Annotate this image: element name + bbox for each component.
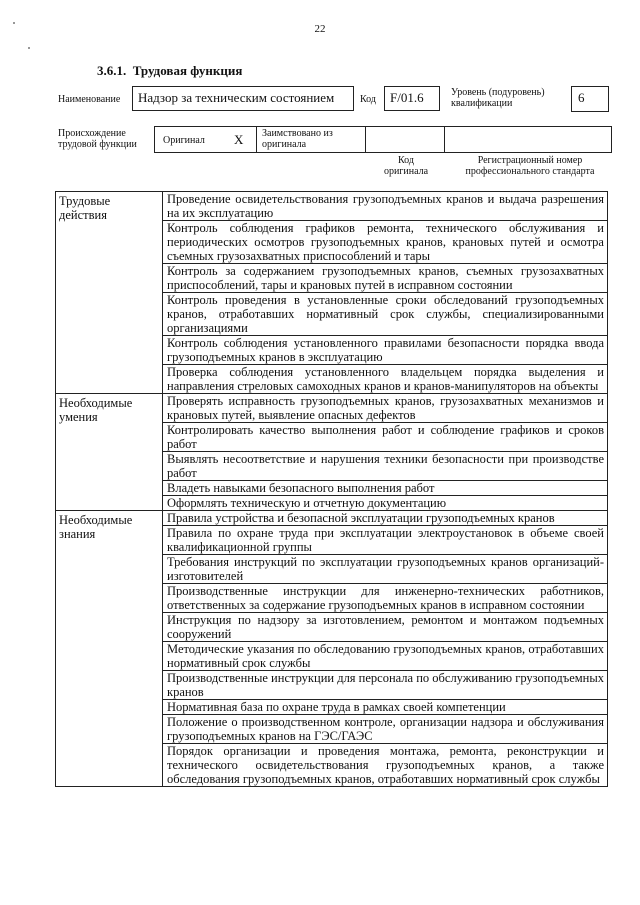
item-cell: Правила по охране труда при эксплуатации электроустановок в объеме своей квалификационной группы: [163, 526, 608, 555]
level-value: 6: [578, 90, 585, 105]
section-number: 3.6.1.: [97, 63, 127, 78]
item-cell: Контроль за содержанием грузоподъемных кранов, съемных грузозахватных приспособлений, тары и крановых путей в исправном состоянии: [163, 264, 608, 293]
item-cell: Нормативная база по охране труда в рамках своей компетенции: [163, 700, 608, 715]
scan-speck: [28, 47, 30, 49]
reg-number-caption: Регистрационный номер профессионального стандарта: [465, 155, 595, 177]
item-cell: Производственные инструкции для инженерно-технических работников, ответственных за содержание грузоподъемных кранов в исправном состоянии: [163, 584, 608, 613]
borrowed-label: Заимствовано из оригинала: [262, 128, 333, 150]
item-cell: Требования инструкций по эксплуатации грузоподъемных кранов организаций-изготовителей: [163, 555, 608, 584]
name-label: Наименование: [58, 94, 121, 105]
item-cell: Контроль соблюдения графиков ремонта, технического обслуживания и периодических осмотров грузоподъемных кранов, крановых путей и осмотра съемных грузозахватных приспособлений и тары: [163, 221, 608, 264]
item-cell: Контроль проведения в установленные сроки обследований грузоподъемных кранов, отработавших нормативный срок службы, специализированными организациями: [163, 293, 608, 336]
function-table: [55, 191, 608, 787]
origin-divider: [444, 127, 445, 152]
code-value-box: [384, 86, 440, 111]
item-cell: Проверка соблюдения установленного владельцем порядка выделения и направления стреловых самоходных кранов и кранов-манипуляторов на объекты: [163, 365, 608, 394]
section-heading: [97, 63, 242, 79]
category-cell: Трудовые действия: [56, 192, 163, 394]
item-cell: Производственные инструкции для персонала по обслуживанию грузоподъемных кранов: [163, 671, 608, 700]
original-label: Оригинал: [163, 135, 205, 146]
level-value-box: [571, 86, 609, 112]
table-row: [56, 192, 608, 221]
origin-divider: [256, 127, 257, 152]
table-row: [56, 511, 608, 526]
item-cell: Проверять исправность грузоподъемных кранов, грузозахватных механизмов и крановых путей, выявление опасных дефектов: [163, 394, 608, 423]
name-value: Надзор за техническим состоянием: [138, 90, 335, 105]
item-cell: Выявлять несоответствие и нарушения техники безопасности при производстве работ: [163, 452, 608, 481]
item-cell: Положение о производственном контроле, организации надзора и обслуживания грузоподъемных кранов на ГЭС/ГАЭС: [163, 715, 608, 744]
item-cell: Владеть навыками безопасного выполнения работ: [163, 481, 608, 496]
item-cell: Контроль соблюдения установленного правилами безопасности порядка ввода грузоподъемных кранов в эксплуатацию: [163, 336, 608, 365]
original-mark: X: [234, 132, 244, 147]
category-cell: Необходимые умения: [56, 394, 163, 511]
code-label: Код: [360, 94, 376, 105]
item-cell: Порядок организации и проведения монтажа, ремонта, реконструкции и технического освидетельствования грузоподъемных кранов, а также обследования грузоподъемных кранов, отработавших нормативный срок службы: [163, 744, 608, 787]
item-cell: Контролировать качество выполнения работ и соблюдение графиков и сроков работ: [163, 423, 608, 452]
item-cell: Оформлять техническую и отчетную документацию: [163, 496, 608, 511]
item-cell: Проведение освидетельствования грузоподъемных кранов и выдача разрешения на их эксплуатацию: [163, 192, 608, 221]
item-cell: Методические указания по обследованию грузоподъемных кранов, отработавших нормативный срок службы: [163, 642, 608, 671]
origin-divider: [365, 127, 366, 152]
origin-box: [154, 126, 612, 153]
item-cell: Правила устройства и безопасной эксплуатации грузоподъемных кранов: [163, 511, 608, 526]
section-title: Трудовая функция: [132, 63, 243, 78]
table-row: [56, 394, 608, 423]
level-label: Уровень (подуровень) квалификации: [451, 87, 545, 109]
name-value-box: [132, 86, 354, 111]
origin-label: Происхождение трудовой функции: [58, 128, 137, 150]
item-cell: Инструкция по надзору за изготовлением, ремонтом и монтажом подъемных сооружений: [163, 613, 608, 642]
code-caption: Код оригинала: [383, 155, 429, 177]
category-cell: Необходимые знания: [56, 511, 163, 787]
code-value: F/01.6: [390, 90, 424, 105]
page-number: 22: [314, 23, 326, 35]
